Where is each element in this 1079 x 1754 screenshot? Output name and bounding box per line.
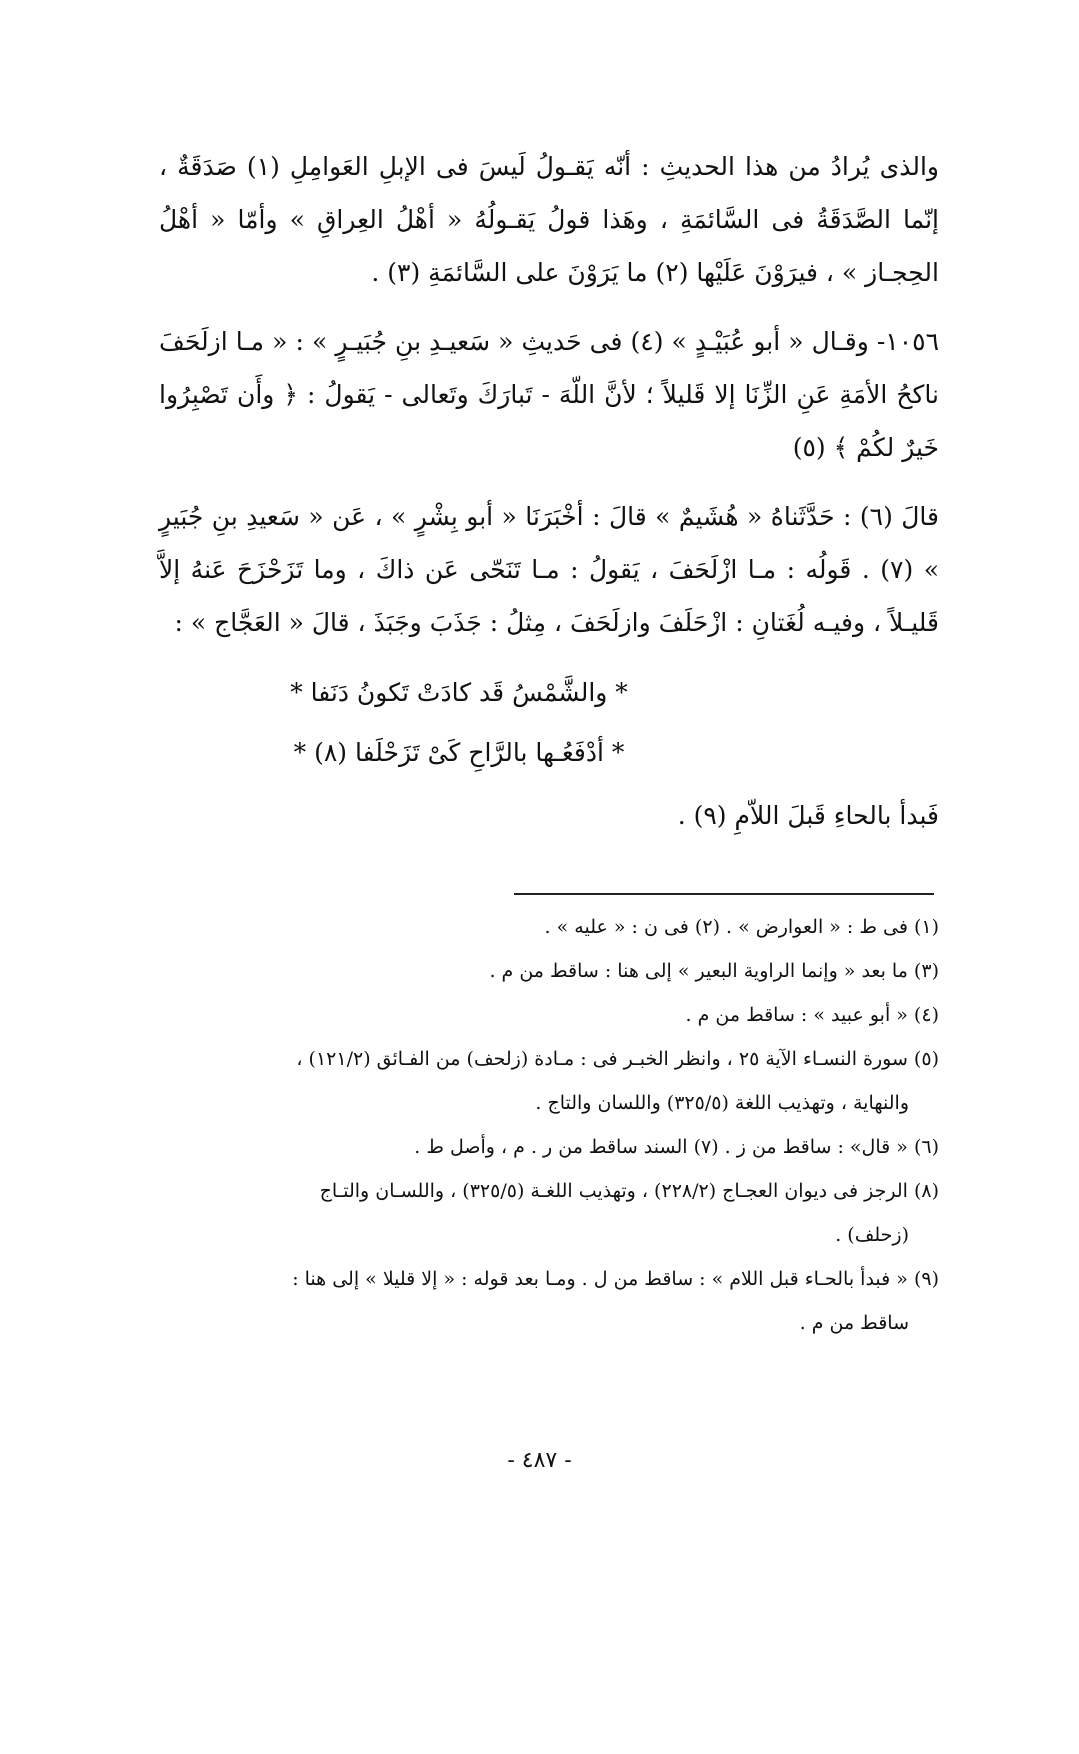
footnote-line: (١) فى ط : « العوارض » . (٢) فى ن : « عليه » .	[544, 916, 939, 938]
footnote-line: (٣) ما بعد « وإنما الراوية البعير » إلى هنا : ساقط من م .	[489, 960, 939, 982]
footnote-divider	[514, 893, 934, 895]
paragraph-1: والذى يُرادُ من هذا الحديثِ : أنّه يَقـولُ لَيسَ فى الإبلِ العَوامِلِ (١) صَدَقَةٌ ، إنّما الصَّدَقَةُ فى السَّائمَةِ ، وهَذا قولُ يَقـولُهُ « أهْلُ العِراقِ » وأمّا « أهْلُ الحِجـاز » ، فيرَوْنَ عَلَيْها (٢) ما يَرَوْنَ على السَّائمَةِ (٣) .	[159, 152, 939, 287]
paragraph-2: ١٠٥٦- وقـال « أبو عُبَيْـدٍ » (٤) فى حَديثِ « سَعيـدِ بنِ جُبَيـرٍ » : « مـا ازلَحَفَ ناكحُ الأمَةِ عَنِ الزِّنَا إلا قَليلاً ؛ لأنَّ اللّهَ - تَبارَكَ وتَعالى - يَقولُ : ﴿ وأَن تَصْبِرُوا خَيرٌ لكُمْ ﴾ (٥)	[159, 327, 939, 462]
footnote-line: (٤) « أبو عبيد » : ساقط من م .	[685, 1004, 939, 1026]
footnote-line: (٥) سورة النسـاء الآية ٢٥ ، وانظر الخبـر فى : مـادة (زلحف) من الفـائق (١٢١/٢) ،	[296, 1048, 939, 1070]
paragraph-3: قالَ (٦) : حَدَّثَناهُ « هُشَيمٌ » قالَ : أخْبَرَنَا « أبو بِشْرٍ » ، عَن « سَعيدِ بنِ جُبَيرٍ » (٧) . قَولُه : مـا ازْلَحَفَ ، يَقولُ : مـا تَنَحّى عَن ذاكَ ، وما تَزَحْزَحَ عَنهُ إلاَّ قَليـلاً ، وفيـه لُغَتانِ : ازْحَلَفَ وازلَحَفَ ، مِثلُ : جَذَبَ وجَبَذَ ، قالَ « العَجَّاج » :	[159, 502, 940, 637]
verse-line-1: * والشَّمْسُ قَد كادَتْ تَكونُ دَنَفا *	[290, 678, 628, 707]
footnote-line: (٩) « فبدأ بالحـاء قبل اللام » : ساقط من ل . ومـا بعد قوله : « إلا قليلا » إلى هنا :	[292, 1268, 939, 1290]
footnote-line: (٨) الرجز فى ديوان العجـاج (٢٢٨/٢) ، وتهذيب اللغـة (٣٢٥/٥) ، واللسـان والتـاج	[319, 1180, 939, 1202]
verse-line-2: * أدْفَعُـها بالرَّاحِ كَىْ تَزَحْلَفا (٨) *	[293, 738, 625, 767]
footnote-line: (٦) « قال» : ساقط من ز . (٧) السند ساقط من ر . م ، وأصل ط .	[414, 1136, 939, 1158]
footnote-line: ساقط من م .	[799, 1312, 909, 1334]
main-text	[159, 140, 939, 858]
footnotes	[149, 905, 939, 1345]
footnote-line: (زحلف) .	[835, 1224, 909, 1246]
page-number: - ٤٨٧ -	[507, 1448, 572, 1473]
closing-line: فَبدأ بالحاءِ قَبلَ اللاّمِ (٩) .	[677, 801, 939, 830]
poem-verses	[159, 665, 939, 781]
footnote-line: والنهاية ، وتهذيب اللغة (٣٢٥/٥) واللسان والتاج .	[535, 1092, 909, 1114]
